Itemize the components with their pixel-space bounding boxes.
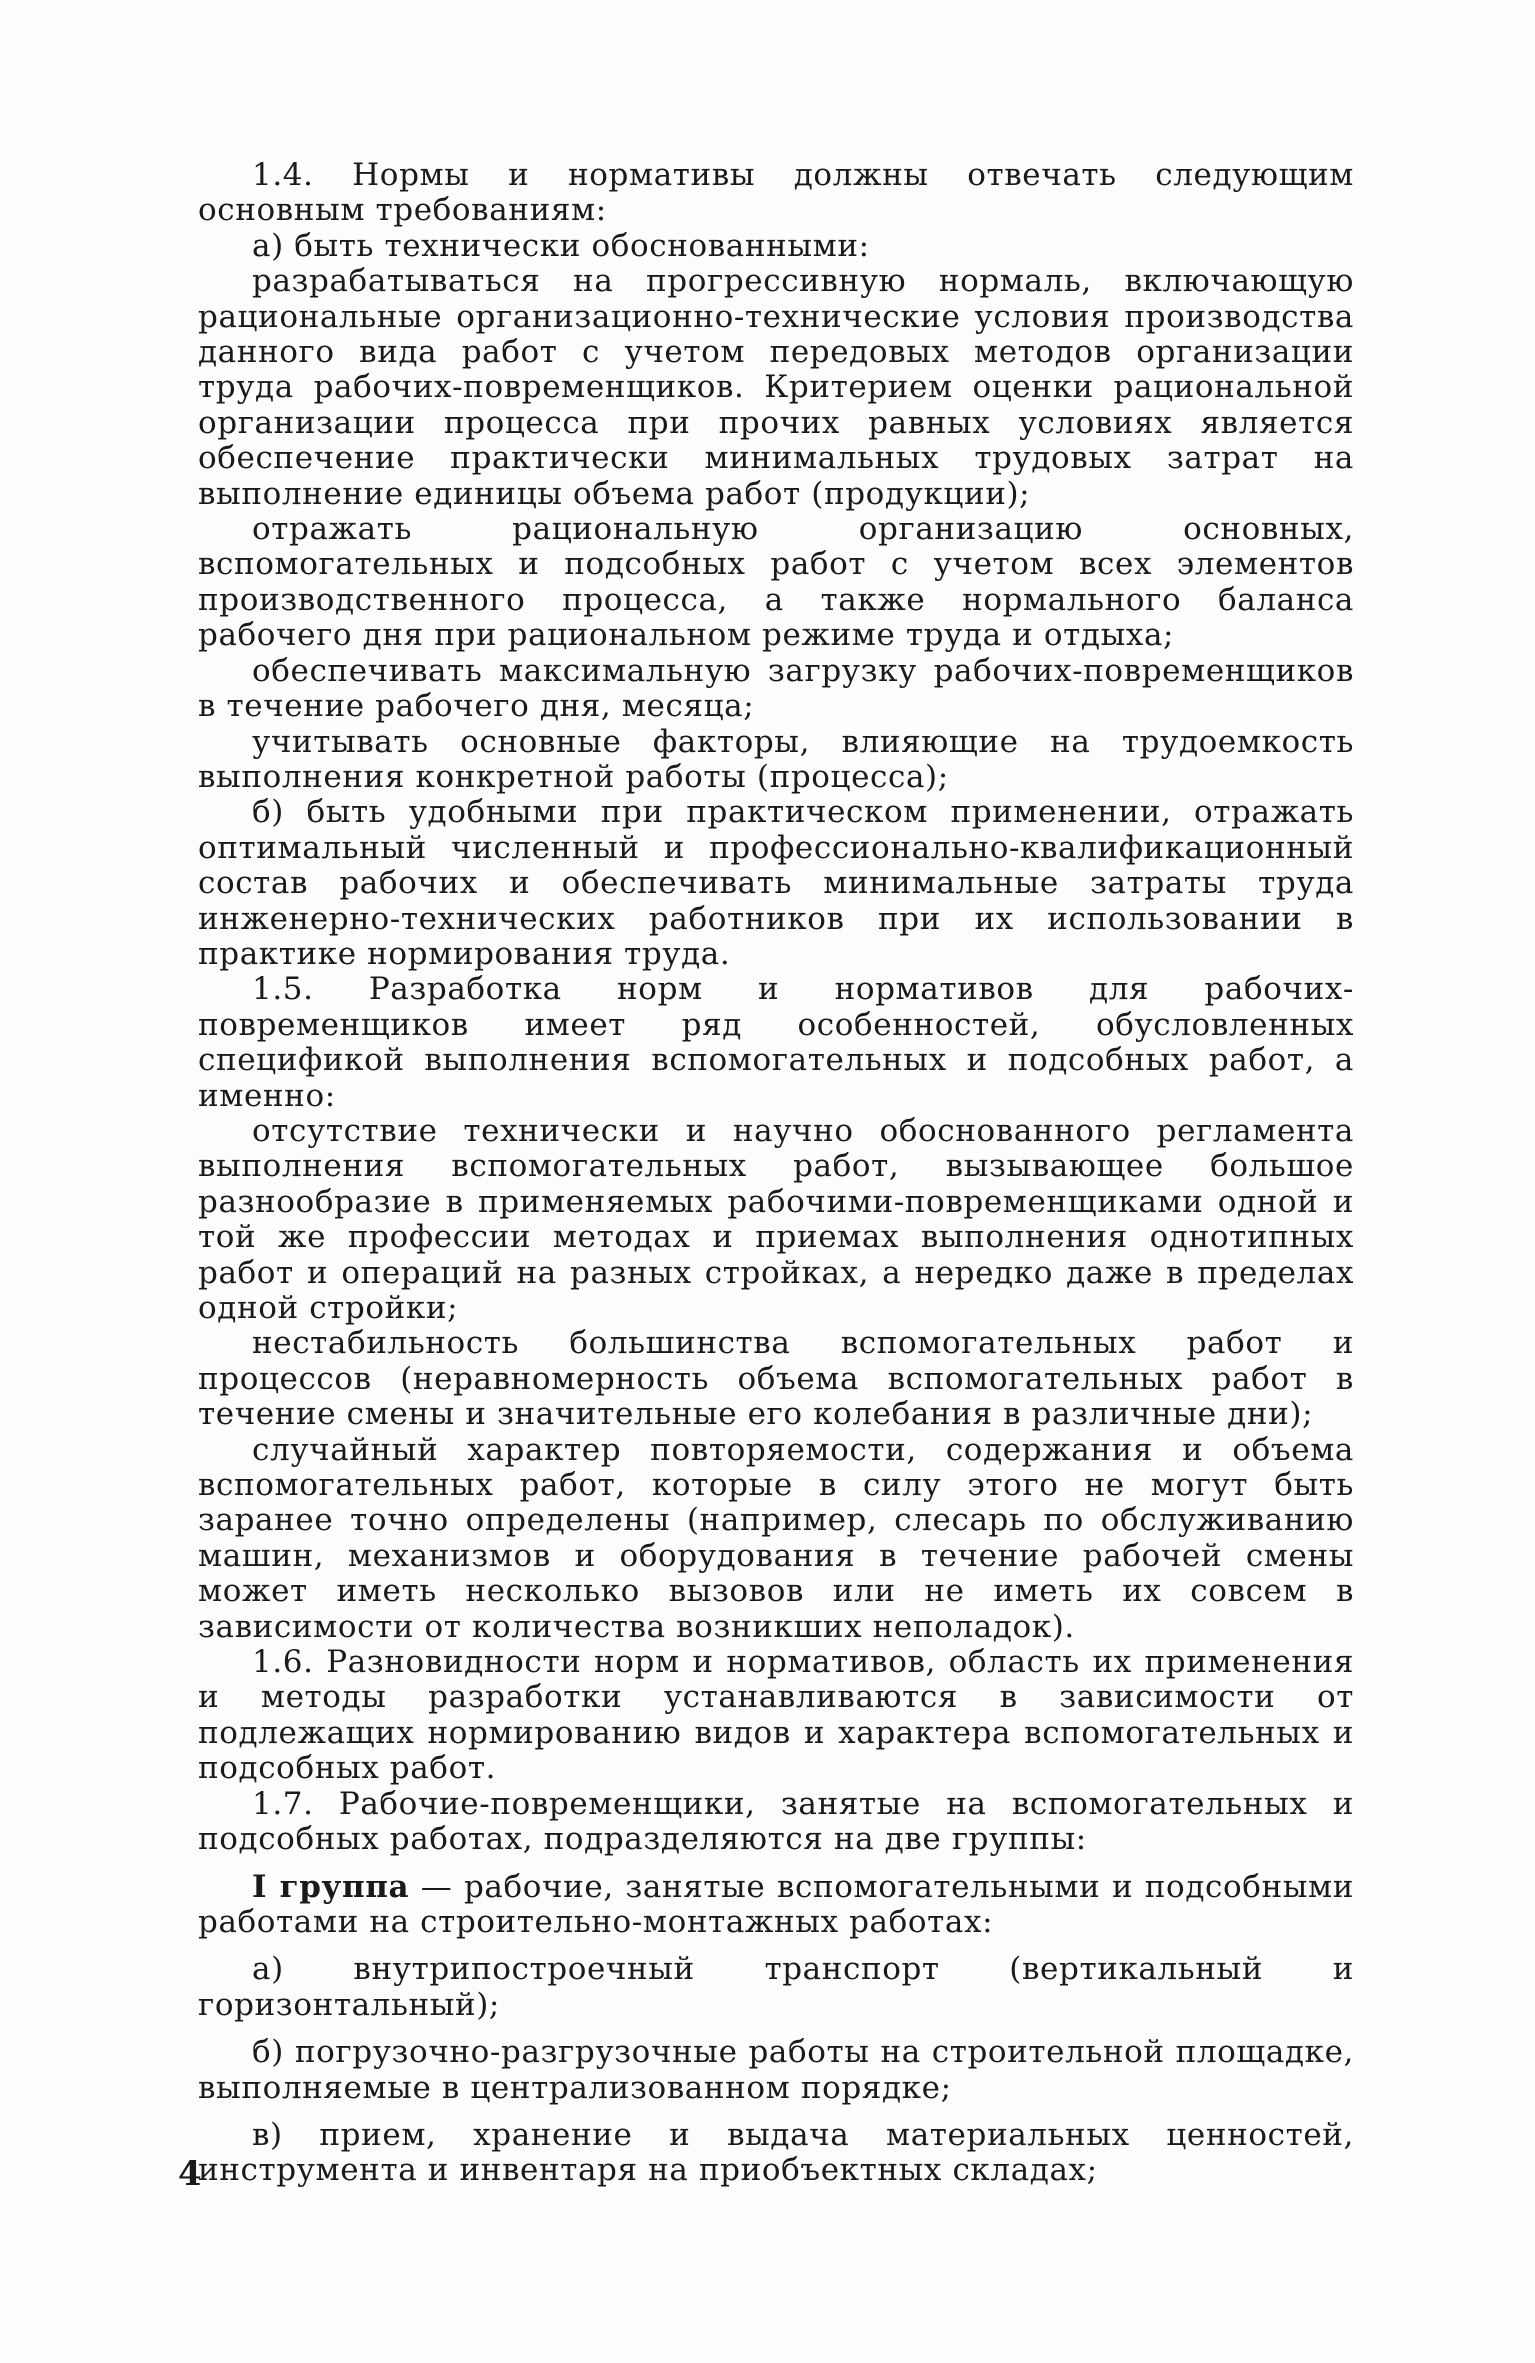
list-item-v: в) прием, хранение и выдача материальных ценностей, инструмента и инвентаря на приобъектных складах; <box>198 2116 1354 2189</box>
paragraph-1-4: 1.4. Нормы и нормативы должны отвечать следующим основным требованиям: <box>198 157 1354 229</box>
paragraph-item-b: б) быть удобными при практическом применении, отражать оптимальный численный и профессионально-квалификационный состав рабочих и обеспечивать минимальные затраты труда инженерно-технических работников при их использовании в практике нормирования труда. <box>198 794 1354 972</box>
paragraph-rational-organization: отражать рациональную организацию основных, вспомогательных и подсобных работ с учетом всех элементов производственного процесса, а также нормального баланса рабочего дня при рациональном режиме труда и отдыха; <box>198 511 1354 654</box>
paragraph-progressive-norm: разрабатываться на прогрессивную нормаль, включающую рациональные организационно-технические условия производства данного вида работ с учетом передовых методов организации труда рабочих-повременщиков. Критерием оценки рациональной организации процесса при прочих равных условиях является обеспечение практически минимальных трудовых затрат на выполнение единицы объема работ (продукции); <box>198 263 1354 512</box>
paragraph-group-1 <box>198 1870 1354 1941</box>
paragraph-max-load: обеспечивать максимальную загрузку рабочих-повременщиков в течение рабочего дня, месяца; <box>198 652 1354 725</box>
group-text: — рабочие, занятые вспомогательными и подсобными работами на строительно-монтажных работах: <box>198 1868 1355 1940</box>
paragraph-item-a: а) быть технически обоснованными: <box>252 227 870 264</box>
page-number: 4 <box>178 2154 202 2194</box>
body-text <box>198 158 1354 2189</box>
list-item-b: б) погрузочно-разгрузочные работы на строительной площадке, выполняемые в централизованном порядке; <box>198 2034 1354 2106</box>
group-title: I группа <box>252 1868 410 1905</box>
paragraph-1-6: 1.6. Разновидности норм и нормативов, область их применения и методы разработки устанавливаются в зависимости от подлежащих нормированию видов и характера вспомогательных и подсобных работ. <box>198 1644 1354 1787</box>
paragraph-random-character: случайный характер повторяемости, содержания и объема вспомогательных работ, которые в силу этого не могут быть заранее точно определены (например, слесарь по обслуживанию машин, механизмов и оборудования в течение рабочей смены может иметь несколько вызовов или не иметь их совсем в зависимости от количества возникших неполадок). <box>198 1431 1354 1645</box>
paragraph-instability: нестабильность большинства вспомогательных работ и процессов (неравномерность объема вспомогательных работ в течение смены и значительные его колебания в различные дни); <box>198 1325 1354 1433</box>
paragraph-1-7: 1.7. Рабочие-повременщики, занятые на вспомогательных и подсобных работах, подразделяются на две группы: <box>198 1785 1354 1858</box>
paragraph-no-regulation: отсутствие технически и научно обоснованного регламента выполнения вспомогательных работ, вызывающее большое разнообразие в применяемых рабочими-повременщиками одной и той же профессии методах и приемах выполнения однотипных работ и операций на разных стройках, а нередко даже в пределах одной стройки; <box>198 1112 1354 1326</box>
paragraph-1-5: 1.5. Разработка норм и нормативов для рабочих-повременщиков имеет ряд особенностей, обусловленных спецификой выполнения вспомогательных и подсобных работ, а именно: <box>198 971 1354 1114</box>
paragraph-main-factors: учитывать основные факторы, влияющие на трудоемкость выполнения конкретной работы (процесса); <box>198 723 1354 795</box>
list-item-a: а) внутрипостроечный транспорт (вертикальный и горизонтальный); <box>198 1951 1354 2023</box>
